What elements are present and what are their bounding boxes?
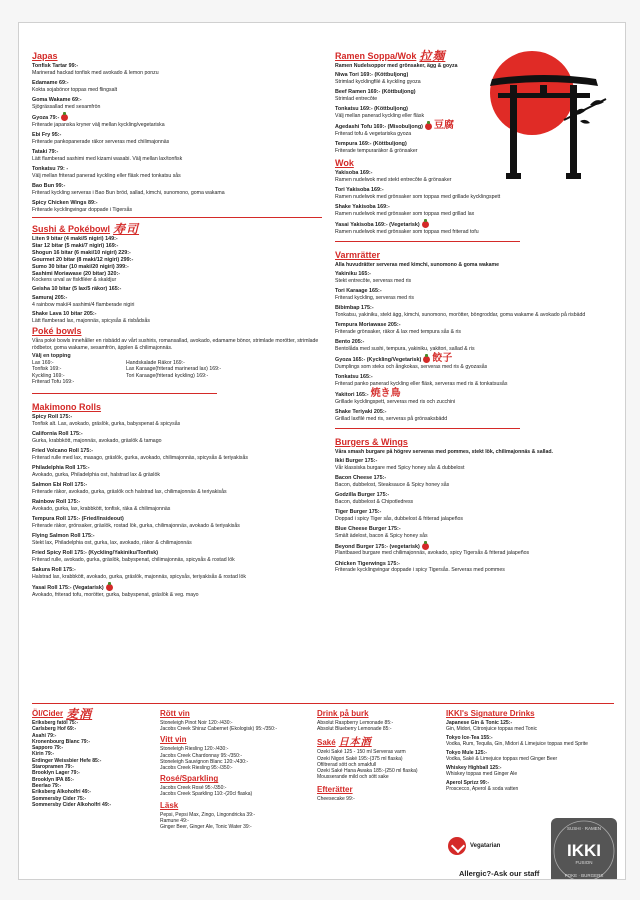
item-description: Tonkatsu, yakiniku, stekt ägg, kimchi, sunomono, morötter, böngroddar, goma wakame & avokado på risbädd [335,311,586,318]
menu-item [335,72,485,85]
item-description: Doppad i spicy Tiger sås, dubbelost & friterad jalapeños [335,515,464,522]
efter-list [317,796,437,802]
item-description: Stekt lax, Philadelphia ost, gurka, lax, avokado, räkor & chilimajonnäs [32,540,192,547]
item-description: Friterad rulle med lax, masago, gräslök, gurka, avokado, chilimajonnäs, spicysås & teriyakisås [32,455,248,462]
item-description: Stekt entrecôte, serveras med ris [335,277,412,284]
item-description: 4 rainbow maki/4 sashimi/4 flamberade nigiri [32,302,135,309]
item-name: Tonkatsu 79: - [32,165,69,172]
item-name: Goma Wakame 69:- [32,97,82,103]
list-line: Jacobs Creek Sparkling 110:-(20cl flaska) [160,791,253,798]
menu-item [32,80,322,93]
list-line: Kirin 79:- [32,751,55,758]
item-name: Ikki Burger 175:- [335,457,378,464]
list-line: Sommersby Cider 75:- [32,795,87,802]
beer-jp-title: 麦酒 [66,707,93,721]
wok-title: Wok [335,158,354,168]
menu-item [32,166,322,179]
item-name: Tempura Roll 175:- (Fried/Insideout) [32,516,124,523]
list-line: Sommersby Cider Alkoholfri 49:- [32,801,112,808]
poke-title: Poké bowls [32,326,82,337]
menu-item [335,387,620,405]
beer-list [32,720,152,808]
poke-toppings-left [32,360,112,386]
lask-list [160,812,310,831]
menu-item [32,499,322,512]
allergy-notice: Allergic?-Ask our staff [459,869,540,878]
item-name: Tataki 79:- [32,148,59,155]
right-column [335,51,620,578]
item-description: Kockens urval av fiskfiléer & skaldjur [32,277,117,284]
lask-heading [160,801,310,811]
menu-item [335,141,485,154]
list-line: Absolut Raspberry Lemonade 85:- [317,720,394,726]
item-name: Yakitori 165:- 焼き鳥 [335,387,401,399]
chili-icon [422,221,429,228]
varm-list [335,271,620,422]
menu-item [32,200,322,213]
item-description: Avokado, gurka, Philadelphia ost, halstrad lax & gräslök [32,472,160,479]
item-name: Fried Spicy Roll 175:- (Kyckling/Yakiniku/Tonfisk) [32,550,159,557]
menu-item [32,516,322,529]
list-line: Pepsi, Pepsi Max, Zingo, Lingondricka 39:- [160,811,256,818]
item-name: Gyoza 79:- [32,114,322,122]
item-name: Gyoza 165:- (Kyckling/Vegetarisk) 餃子 [335,352,453,364]
item-name: Salmon Ebi Roll 175:- [32,482,88,489]
item-name: Edamame 69:- [32,80,69,86]
varm-intro: Alla huvudrätter serveras med kimchi, sunomono & goma wakame [335,261,500,268]
item-description: Marinerad hackad tonfisk med avokado & lemon ponzu [32,69,159,76]
menu-item [335,561,620,574]
item-name: Philadelphia Roll 175:- [32,465,90,472]
item-description: Strimlad entrecôte [335,95,378,102]
item-description: Tonfisk alt. Lax, avokado, gräslök, gurka, babyspenat & spicysås [32,421,181,428]
item-name: Agedashi Tofu 169:- (Misobuljong) 豆腐 [335,120,454,131]
item-name: Rainbow Roll 175:- [32,499,81,506]
menu-item [32,114,322,128]
list-line: Jacobs Creek Riesling 95:-/350:- [160,765,233,772]
item-description: Friterad kyckling serveras i Bao Bun bröd, sallad, kimchi, sunomono, goma wakama [32,189,225,196]
vitt-title: Vitt vin [160,735,187,745]
burgers-heading [335,437,620,448]
item-name: Japanese Gin & Tonic 125:- [446,720,513,726]
item-name: Tokyo Mule 125:- [446,750,487,756]
menu-item [335,187,620,200]
item-description: Dumplings som steks och ångkokas, serveras med ris & gyozasås [335,363,488,370]
item-name: Sakura Roll 175:- [32,567,76,574]
menu-item [32,550,322,563]
menu-item [335,305,620,318]
sushi-heading [32,221,322,236]
ramen-list [335,72,485,154]
list-line: Jacobs Creek Shiraz Cabernet (Ekologisk) 95:-/350:- [160,726,277,733]
menu-item [335,170,620,183]
poke-toppings-right [126,360,221,386]
list-line: Asahi 79:- [32,732,57,739]
menu-item [335,322,620,335]
chili-icon [422,543,429,550]
menu-page [18,22,626,880]
item-name: Sashimi Moriawase (20 bitar) 320:- [32,270,121,277]
item-description: Friterad tofu & vegetariska gyoza [335,130,412,137]
item-description: Plantbased burgare med chilimajonnäs, avokado, spicy Tigersås & friterad jalapeños [335,550,530,557]
list-line: Handskalade Räkor 169:- [126,359,185,366]
sake-jp-title: 日本酒 [338,737,372,749]
menu-item [446,720,618,733]
item-name: Geisha 10 bitar (5 lax/5 räkor) 165:- [32,286,122,293]
menu-item [32,149,322,162]
list-line: Shogun 16 bitar (6 maki/10 nigiri) 229:- [32,249,131,256]
ikki-logo [549,816,619,880]
menu-item [32,63,322,76]
list-line: Liten 9 bitar (4 maki/5 nigiri) 149:- [32,235,118,242]
item-name: Bao Bun 99:- [32,182,66,189]
item-description: Grillade kycklingspett, serveras med ris och zucchini [335,398,456,405]
ikki-title: IKKI's Signature Drinks [446,709,535,718]
list-line: Lax 169:- [32,359,54,366]
chili-icon [106,584,113,591]
menu-item [335,271,620,284]
drink-list [317,720,437,732]
item-name: Tonkatsu 165:- [335,373,373,380]
menu-item [32,533,322,546]
menu-item [335,475,620,488]
list-line: Star 12 bitar (5 maki/7 nigiri) 169:- [32,242,119,249]
vegetarian-icon [448,837,466,855]
item-description: Lätt flamberad lax, majonnäs, spicysås & risbådsås [32,317,150,324]
list-line: Stoneleigh Sauvignon Blanc 120:-/430:- [160,758,249,765]
makimono-title: Makimono Rolls [32,402,102,413]
item-description: Friterade tempuraräkor & grönsaker [335,147,418,154]
burgers-intro: Våra smash burgare på högrev serveras med pommes, stekt lök, chilimajonnäs & sallad. [335,448,553,455]
ramen-jp-title: 拉麺 [419,49,446,63]
menu-item [335,458,620,471]
left-column [32,51,322,602]
list-line: Absolut Blueberry Lemonade 85:- [317,726,392,733]
item-description: Whiskey toppas med Ginger Ale [446,771,518,778]
poke-toppings [32,360,322,386]
item-jp-text: 焼き鳥 [370,387,401,399]
makimono-list [32,414,322,598]
item-name: Godzilla Burger 175:- [335,491,390,498]
beer-title: Öl/Cider [32,709,64,718]
menu-item [335,89,485,102]
item-name: Tempura 169:- (Köttbuljong) [335,141,407,147]
item-description: Friterade kycklingvingar doppade i Tigersås [32,206,133,213]
item-name: Shake Lava 10 bitar 205:- [32,310,97,317]
item-name: Chicken Tigerwings 175:- [335,560,400,567]
wok-list [335,170,620,235]
chili-icon [425,123,432,130]
menu-item [335,374,620,387]
list-line: Ginger Beer, Ginger Ale, Tonic Water 39:- [160,824,252,831]
item-description: Avokado, friterad tofu, morötter, gurka, babyspenat, gräslök & veg. mayo [32,591,199,598]
menu-item [32,271,322,284]
item-description: Vodka, Saké & Limejuice toppas med Ginger Beer [446,756,558,763]
ikki-column [446,709,618,795]
menu-item [335,543,620,557]
item-name: Aperol Sprizz 99:- [446,780,490,786]
item-name: Bacon Cheese 175:- [335,474,387,481]
item-name: Bento 205:- [335,338,365,345]
item-description: Friterad rulle, avokado, gurka, gräslök, babyspenat, chilimajonnäs, spicysås & rostad lök [32,557,235,564]
logo-top-text: SUSHI · RAMEN [566,826,602,831]
vitt-heading [160,735,310,745]
menu-item [335,352,620,370]
menu-item [335,106,485,119]
item-description: Proscecco, Aperol & soda vatten [446,786,519,793]
rott-heading [160,709,310,719]
item-description: Sjögrässallad med sesamfrön [32,103,101,110]
divider [335,241,520,242]
item-description: Halstrad lax, krabbkött, avokado, gurka, gräslök, majonnäs, spicysås, teriyakisås & rostad lök [32,574,246,581]
list-line: Stoneleigh Riesling 120:-/430:- [160,746,229,753]
list-line: Ozeki Nigori Saké 195:-(375 ml flaska) [317,755,403,762]
item-name: Blue Cheese Burger 175:- [335,525,401,532]
item-name: Tiger Burger 175:- [335,508,382,515]
list-line: Sumo 30 bitar (10 maki/20 nigiri) 399:- [32,263,129,270]
item-name: Tori Yakisoba 169:- [335,187,384,193]
item-name: Niwa Tori 169:- (Köttbuljong) [335,72,409,78]
lask-title: Läsk [160,800,179,810]
item-name: Flying Salmon Roll 175:- [32,533,95,540]
vitt-list [160,746,310,771]
item-description: Lätt flamberad sashimi med kizami wasabi. Välj mellan lax/tonfisk [32,155,183,162]
item-name: Spicy Chicken Wings 89:- [32,199,98,206]
item-description: Vodka, Rum, Tequila, Gin, Midori & Limejuice toppas med Sprite [446,741,588,748]
menu-item [32,295,322,308]
item-name: Yasai Yakisoba 169:- (Vegetarisk) [335,221,620,229]
beer-heading [32,709,152,719]
burgers-title: Burgers & Wings [335,436,408,447]
list-line: Lax Karaage(friterad marinerad lax) 169:- [126,366,222,373]
item-description: Bacon, dubbelost, Steaksauce & Spicy honey sås [335,481,450,488]
rose-heading [160,774,310,784]
sushi-title: Sushi & Pokébowl [32,223,111,234]
item-name: Yakiniku 165:- [335,270,371,277]
poke-heading [32,326,322,337]
menu-item [32,448,322,461]
item-description: Välj mellan friterad panerad kyckling eller fläsk med tonkatsu sås [32,172,181,179]
item-name: Shake Teriyaki 205:- [335,408,387,415]
list-line: Tonfisk 169:- [32,366,62,373]
list-line: Brooklyn IPA 85:- [32,776,74,783]
item-name: Tori Karaage 165:- [335,287,382,294]
item-name: Beef Ramen 169:- (Köttbuljong) [335,89,416,95]
item-name: Yakisoba 169:- [335,170,373,176]
item-name: Tempura Moriawase 205:- [335,321,401,328]
japas-heading [32,51,322,62]
item-description: Gin, Midori, Citronjuice toppas med Tonic [446,726,538,733]
item-description: Ramen nudelwok med grönsaker som toppas med friterad tofu [335,228,479,235]
efter-title: Efterätter [317,785,353,795]
item-description: Friterad panko panerad kyckling eller fläsk, serveras med ris & tonkatsusås [335,380,508,387]
item-description: Gurka, krabbkött, majonnäs, avokado, gräslök & tamago [32,438,162,445]
item-description: Avokado, gurka, lax, krabbkött, tonfisk, räka & chilimajonnäs [32,506,171,513]
burgers-list [335,458,620,574]
list-line: Ofiltrerad sött och smakfull [317,761,377,768]
item-name: Yasai Roll 175:- (Vegatarisk) [32,584,322,592]
menu-item [32,97,322,110]
menu-item [446,750,618,763]
menu-item [32,465,322,478]
item-name: Shake Yakisoba 169:- [335,204,390,210]
menu-item [446,780,618,793]
item-description: Ramen nudelwok med grönsaker som toppas med grillade kycklingspett [335,193,501,200]
list-line: Staropramen 79:- [32,764,74,771]
wok-heading [335,158,620,169]
chili-icon [423,356,430,363]
poke-intro: Våra poké bowls innehåller en risbädd av vårt sushiris, romansallad, avokado, edamame bönor, strimlade morötter, strimlade rödbetor, goma wakame, sesamfrön, äpplen & chilimajonnäs. [32,338,319,351]
list-line: Ozeki Saké Hana Awaka 185:-(250 ml flaska) [317,768,418,775]
menu-item [32,482,322,495]
wine-column [160,709,310,830]
ramen-intro: Ramen Nudelsoppor med grönsaker, ägg & goyza [335,63,458,69]
menu-item [335,120,485,137]
menu-item [32,414,322,427]
ramen-heading [335,51,620,62]
sake-title: Saké [317,738,336,748]
item-description: Friterade pankopanerade räkor serveras med chilimajonnäs [32,138,170,145]
vegetarian-legend [448,837,500,855]
item-description: Friterade japanska kryner välj mellan kyckling/vegetariska [32,121,165,128]
sushi-jp-title: 寿司 [113,221,140,236]
list-line: Mousserande mild och sött sake [317,774,389,781]
item-jp-text: 豆腐 [433,120,454,131]
logo-bottom-text: POKE · BURGERS [564,873,604,878]
item-description: Ramen nudelwok med grönsaker som toppas med grillad lax [335,210,475,217]
poke-choose: Välj en topping [32,353,71,360]
beer-column [32,709,152,808]
menu-item [335,204,620,217]
varm-title: Varmrätter [335,249,381,260]
item-description: Friterade räkor, grönsaker, gräslök, rostad lök, gurka, chilimajonnäs, avokado & teriyakisås [32,523,240,530]
item-description: Smält ädelost, bacon & Spicy honey sås [335,532,428,539]
rott-list [160,720,310,732]
item-name: Samuraj 205:- [32,295,68,302]
menu-item [446,735,618,748]
drink-heading [317,709,437,719]
item-description: Välj mellan panerad kyckling eller fläsk [335,112,425,119]
ikki-heading [446,709,618,719]
list-line: Kyckling 169:- [32,372,65,379]
ikki-list [446,720,618,793]
menu-item [335,526,620,539]
divider [32,393,217,394]
footer-divider [32,703,614,704]
list-line: Kronenbourg Blanc 79:- [32,738,91,745]
divider [335,428,520,429]
logo-main-text: IKKI [567,841,601,860]
list-line: Jacobs Creek Chardonnay 95:-/350:- [160,752,242,759]
item-description: Friterade grönsaker, räkor & lax med tempura sås & ris [335,328,461,335]
list-line: Carlsberg Hof 69:- [32,726,77,733]
item-name: Bibimbap 175:- [335,304,374,311]
menu-item [335,221,620,235]
sushi-list [32,271,322,324]
varm-heading [335,250,620,261]
list-line: Ozeki Saké 125 - 150 ml Serveras varm [317,749,406,756]
menu-item [32,584,322,598]
japas-title: Japas [32,51,58,61]
item-description: Bentolåda med sushi, tempura, yakiniku, yakitori, sallad & ris [335,345,475,352]
list-line: Jacobs Creek Rosé 95:-/350:- [160,785,227,792]
item-name: Ebi Fry 95:- [32,131,62,138]
rose-title: Rosé/Sparkling [160,774,219,784]
drink-column [317,709,437,803]
makimono-heading [32,402,322,413]
item-description: Grillad laxfilé med ris, serveras på grönsaksbädd [335,415,448,422]
item-name: Tonkatsu 169:- (Köttbuljong) [335,106,408,112]
ramen-title: Ramen Soppa/Wok [335,51,417,61]
divider [32,217,322,218]
list-line: Gourmet 20 bitar (8 maki/12 nigiri) 299:- [32,256,134,263]
item-description: Vår klassiska burgare med Spicy honey sås & dubbelost [335,464,465,471]
item-description: Friterade räkor, avokado, gurka, gräslök och halstrad lax, chilimajonnäs & teriyakisås [32,489,227,496]
logo-sub-text: FUSION [575,860,593,865]
list-line: Stoneleigh Pinot Noir 120:-/430:- [160,720,233,726]
item-description: Kokta sojabönor toppas med flingsalt [32,86,118,93]
list-line: Cheesecake 99:- [317,796,355,803]
item-name: Tonfisk Tartar 99:- [32,63,79,69]
menu-item [335,409,620,422]
item-name: Fried Volcano Roll 175:- [32,448,94,455]
efter-heading [317,785,437,795]
japas-list [32,63,322,213]
menu-item [446,765,618,778]
list-line: Friterad Tofu 169:- [32,379,75,386]
rose-list [160,785,310,797]
list-line: Ramune 49:- [160,817,189,824]
item-name: Beyond Burger 175:- (vegetarisk) [335,543,620,551]
list-line: Eriksberg Alkoholfri 49:- [32,789,91,796]
list-line: Erdinger Weissbier Hefe 85:- [32,757,102,764]
menu-item [335,288,620,301]
sake-list [317,749,437,780]
item-description: Friterad kyckling, serveras med ris [335,294,414,301]
menu-item [335,509,620,522]
chili-icon [61,114,68,121]
item-description: Friterade kycklingvingar doppade i spicy Tigersås. Serveras med pommes [335,567,505,574]
vegetarian-label: Vegatarian [470,843,501,849]
menu-item [335,339,620,352]
list-line: Beerlao 79:- [32,782,62,789]
drink-title: Drink på burk [317,709,369,718]
menu-item [335,492,620,505]
menu-item [32,286,322,293]
item-jp-text: 餃子 [432,352,453,364]
rott-title: Rött vin [160,709,190,718]
sushi-lines [32,236,322,271]
menu-item [32,183,322,196]
item-name: Whiskey Highball 125:- [446,765,502,771]
list-line: Sapporo 79:- [32,745,64,752]
item-description: Bacon, dubbelost & Chipotledress [335,498,414,505]
item-name: Spicy Roll 175:- [32,414,73,421]
sake-heading [317,738,437,748]
menu-item [32,311,322,324]
item-name: California Roll 175:- [32,431,83,438]
list-line: Eriksberg fatöl 75:- [32,720,79,726]
menu-item [32,567,322,580]
menu-item [32,431,322,444]
list-line: Brooklyn Lager 79:- [32,770,80,777]
menu-item [32,132,322,145]
list-line: Tori Karaage(friterad kyckling) 169:- [126,372,209,379]
item-name: Tokyo Ice-Tea 155:- [446,735,493,741]
item-description: Ramen nudelwok med stekt entrecôte & grönsaker [335,176,452,183]
item-description: Strimlad kycklingfilé & kyckling gyoza [335,78,421,85]
